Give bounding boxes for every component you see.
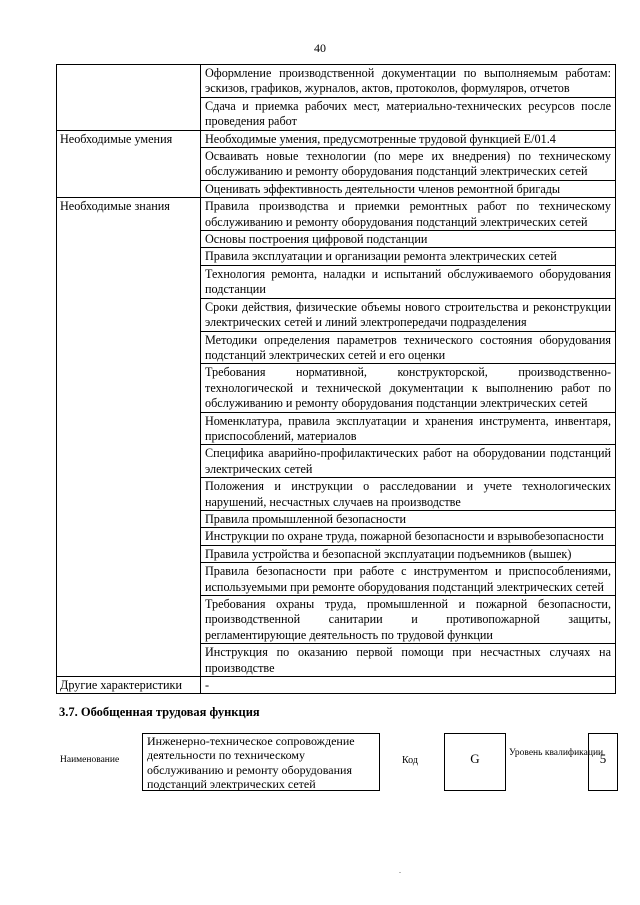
section-title: 3.7. Обобщенная трудовая функция	[59, 705, 260, 719]
row-content: Сдача и приемка рабочих мест, материально-технических ресурсов после проведения работ	[201, 97, 616, 130]
code-value: G	[444, 733, 506, 791]
table-row	[57, 677, 616, 694]
row-content: Требования нормативной, конструкторской, производственно-технологической и технической документации к выполнению работ по обслуживанию и ремонту оборудования подстанции электрических сетей	[201, 364, 616, 412]
row-content: Требования охраны труда, промышленной и пожарной безопасности, производственной санитарии и противопожарной защиты, регламентирующие деятельность по трудовой функции	[201, 596, 616, 644]
qualification-level-label: Уровень квалификации	[509, 748, 604, 758]
row-content: Оценивать эффективность деятельности членов ремонтной бригады	[201, 180, 616, 197]
row-content: Методики определения параметров технического состояния оборудования подстанций электрических сетей и его оценки	[201, 331, 616, 364]
row-content: Технология ремонта, наладки и испытаний обслуживаемого оборудования подстанции	[201, 265, 616, 298]
row-content: Необходимые умения, предусмотренные трудовой функцией E/01.4	[201, 130, 616, 147]
row-content: Правила безопасности при работе с инструментом и приспособлениями, используемыми при ремонте оборудования подстанций электрических сетей	[201, 563, 616, 596]
row-content: Инструкции по охране труда, пожарной безопасности и взрывобезопасности	[201, 528, 616, 545]
code-label: Код	[402, 755, 418, 766]
table-row	[57, 198, 616, 231]
row-content: Номенклатура, правила эксплуатации и хранения инструмента, инвентаря, приспособлений, материалов	[201, 412, 616, 445]
row-content: Основы построения цифровой подстанции	[201, 231, 616, 248]
row-content: Правила производства и приемки ремонтных работ по техническому обслуживанию и ремонту оборудования подстанций электрических сетей	[201, 198, 616, 231]
table-row	[57, 65, 616, 98]
row-content: Оформление производственной документации по выполняемым работам: эскизов, графиков, журналов, актов, протоколов, формуляров, отчетов	[201, 65, 616, 98]
row-content: Инструкция по оказанию первой помощи при несчастных случаях на производстве	[201, 644, 616, 677]
row-content: Правила устройства и безопасной эксплуатации подъемников (вышек)	[201, 545, 616, 562]
footer-mark: .	[399, 866, 401, 875]
name-label: Наименование	[60, 755, 120, 765]
requirements-table	[56, 64, 616, 694]
qualification-level-value: 5	[588, 733, 618, 791]
row-content: Правила эксплуатации и организации ремонта электрических сетей	[201, 248, 616, 265]
row-content: Специфика аварийно-профилактических работ на оборудовании подстанций электрических сетей	[201, 445, 616, 478]
page-number: 40	[314, 41, 326, 55]
row-label-skills: Необходимые умения	[57, 130, 201, 198]
row-content: Положения и инструкции о расследовании и учете технологических нарушений, несчастных случаев на производстве	[201, 478, 616, 511]
row-label	[57, 65, 201, 131]
row-content: Осваивать новые технологии (по мере их внедрения) по техническому обслуживанию и ремонту оборудования подстанций электрических сетей	[201, 148, 616, 181]
row-content: Сроки действия, физические объемы нового строительства и реконструкции электрических сетей и линий электропередачи подразделения	[201, 298, 616, 331]
row-label-knowledge: Необходимые знания	[57, 198, 201, 677]
table-row	[57, 130, 616, 147]
name-value: Инженерно-техническое сопровождение деятельности по техническому обслуживанию и ремонту оборудования подстанций электрических сетей	[142, 733, 380, 791]
generalized-function-block	[56, 733, 622, 795]
row-label-other: Другие характеристики	[57, 677, 201, 694]
row-content: -	[201, 677, 616, 694]
row-content: Правила промышленной безопасности	[201, 510, 616, 527]
